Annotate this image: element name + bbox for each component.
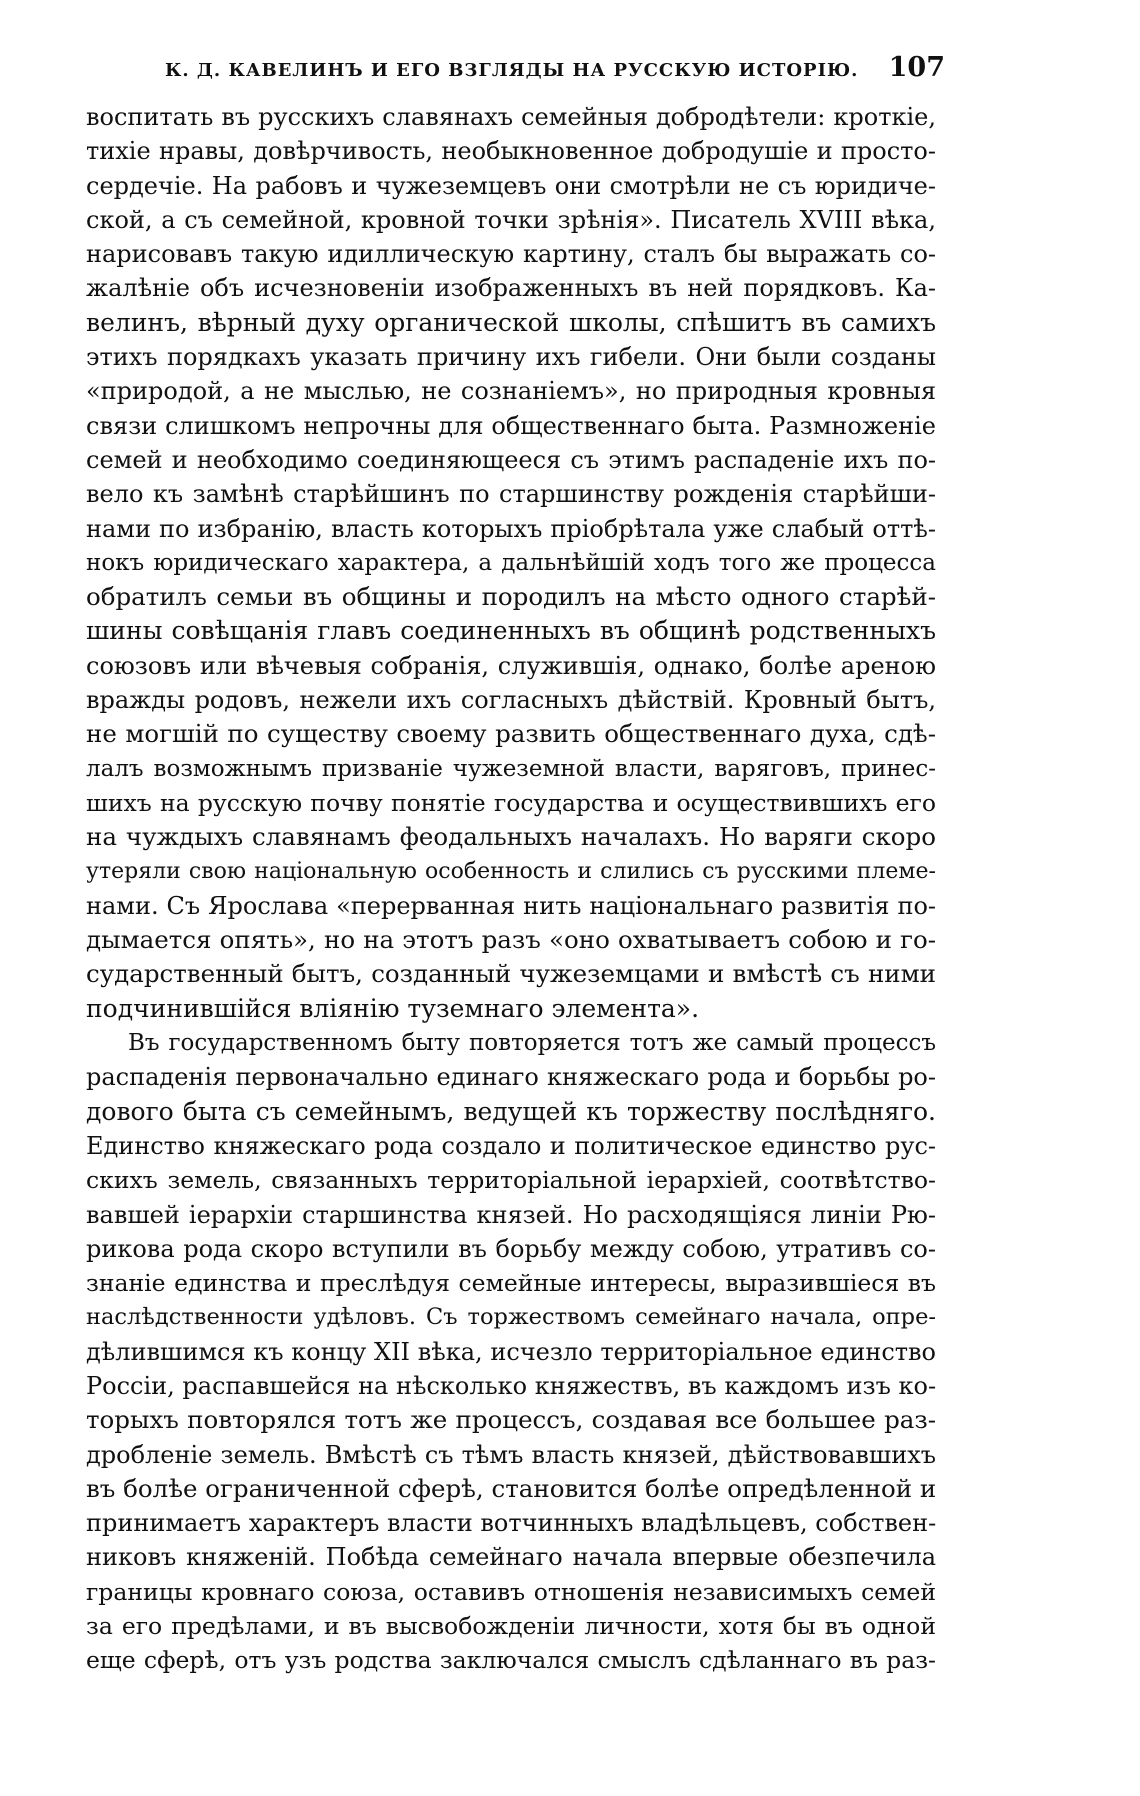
text-line: торыхъ повторялся тотъ же процессъ, создавая все большее раз- (86, 1405, 936, 1435)
text-line: этихъ порядкахъ указать причину ихъ гибели. Они были созданы (86, 343, 936, 372)
text-line: не могшій по существу своему развить общественнаго духа, сдѣ- (86, 719, 936, 749)
running-title: К. Д. КАВЕЛИНЪ И ЕГО ВЗГЛЯДЫ НА РУССКУЮ ИСТОРІЮ. (165, 60, 859, 81)
text-line: никовъ княженій. Побѣда семейнаго начала впервые обезпечила (86, 1543, 936, 1572)
paragraph (86, 100, 936, 1026)
text-line: рикова рода скоро вступили въ борьбу между собою, утративъ со- (86, 1234, 936, 1263)
text-line: дымается опять», но на этотъ разъ «оно охватываетъ собою и го- (86, 925, 936, 955)
text-line: дѣлившимся къ концу XII вѣка, исчезло территоріальное единство (86, 1337, 936, 1366)
text-line: знаніе единства и преслѣдуя семейные интересы, выразившіеся въ (86, 1269, 936, 1298)
running-head (165, 52, 945, 92)
text-line: распаденія первоначально единаго княжескаго рода и борьбы ро- (86, 1063, 936, 1092)
text-line: еще сферѣ, отъ узъ родства заключался смыслъ сдѣланнаго въ раз- (86, 1646, 936, 1675)
text-line: союзовъ или вѣчевыя собранія, служившія, однако, болѣе ареною (86, 651, 936, 680)
text-line: за его предѣлами, и въ высвобожденіи личности, хотя бы въ одной (86, 1612, 936, 1641)
text-line: вело къ замѣнѣ старѣйшинъ по старшинству рожденія старѣйши- (86, 480, 936, 509)
text-line: дового быта съ семейнымъ, ведущей къ торжеству послѣдняго. (86, 1096, 936, 1126)
text-line: Въ государственномъ быту повторяется тотъ же самый процессъ (128, 1030, 936, 1057)
page-number: 107 (888, 52, 945, 83)
text-line: велинъ, вѣрный духу органической школы, спѣшитъ въ самихъ (86, 307, 936, 337)
text-line: въ болѣе ограниченной сферѣ, становится болѣе опредѣленной и (86, 1473, 936, 1503)
text-line: нами по избранію, власть которыхъ пріобрѣтала уже слабый оттѣ- (86, 514, 936, 543)
text-line: сударственный бытъ, созданный чужеземцами и вмѣстѣ съ ними (86, 959, 936, 989)
text-line: скихъ земель, связанныхъ территоріальной іерархіей, соотвѣтство- (86, 1166, 936, 1195)
text-line: жалѣніе объ исчезновеніи изображенныхъ въ ней порядковъ. Ка- (86, 274, 936, 303)
text-line: на чуждыхъ славянамъ феодальныхъ началахъ. Но варяги скоро (86, 822, 936, 852)
text-line: утеряли свою національную особенность и слились съ русскими племе- (86, 858, 936, 884)
text-line: нами. Съ Ярослава «перерванная нить національнаго развитія по- (86, 891, 936, 920)
text-line: лалъ возможнымъ призваніе чужеземной власти, варяговъ, принес- (86, 755, 936, 782)
text-line: ской, а съ семейной, кровной точки зрѣнія». Писатель XVIII вѣка, (86, 205, 936, 234)
text-line: принимаетъ характеръ власти вотчинныхъ владѣльцевъ, собствен- (86, 1509, 936, 1538)
text-line: Единство княжескаго рода создало и политическое единство рус- (86, 1131, 936, 1160)
text-line: сердечіе. На рабовъ и чужеземцевъ они смотрѣли не съ юридиче- (86, 171, 936, 200)
text-line: нарисовавъ такую идиллическую картину, сталъ бы выражать со- (86, 240, 936, 269)
text-line: семей и необходимо соединяющееся съ этимъ распаденіе ихъ по- (86, 445, 936, 474)
text-line: границы кровнаго союза, оставивъ отношенія независимыхъ семей (86, 1577, 936, 1606)
body-text (86, 100, 936, 1678)
paragraph (86, 1026, 936, 1678)
text-line: Россіи, распавшейся на нѣсколько княжествъ, въ каждомъ изъ ко- (86, 1371, 936, 1400)
text-line: обратилъ семьи въ общины и породилъ на мѣсто одного старѣй- (86, 582, 936, 612)
text-line: «природой, а не мыслью, не сознаніемъ», но природныя кровныя (86, 377, 936, 406)
text-line: подчинившійся вліянію туземнаго элемента». (86, 993, 700, 1023)
text-line: дробленіе земель. Вмѣстѣ съ тѣмъ власть князей, дѣйствовавшихъ (86, 1440, 936, 1469)
text-line: шины совѣщанія главъ соединенныхъ въ общинѣ родственныхъ (86, 616, 936, 646)
text-line: наслѣдственности удѣловъ. Съ торжествомъ семейнаго начала, опре- (86, 1304, 936, 1331)
text-line: вражды родовъ, нежели ихъ согласныхъ дѣйствій. Кровный бытъ, (86, 686, 936, 715)
text-line: нокъ юридическаго характера, а дальнѣйшій ходъ того же процесса (86, 549, 936, 576)
text-line: шихъ на русскую почву понятіе государства и осуществившихъ его (86, 788, 936, 817)
text-line: связи слишкомъ непрочны для общественнаго быта. Размноженіе (86, 411, 936, 440)
text-line: вавшей іерархіи старшинства князей. Но расходящіяся линіи Рю- (86, 1200, 936, 1229)
text-line: тихіе нравы, довѣрчивость, необыкновенное добродушіе и просто- (86, 137, 936, 166)
text-line: воспитать въ русскихъ славянахъ семейныя добродѣтели: кроткіе, (86, 103, 936, 131)
